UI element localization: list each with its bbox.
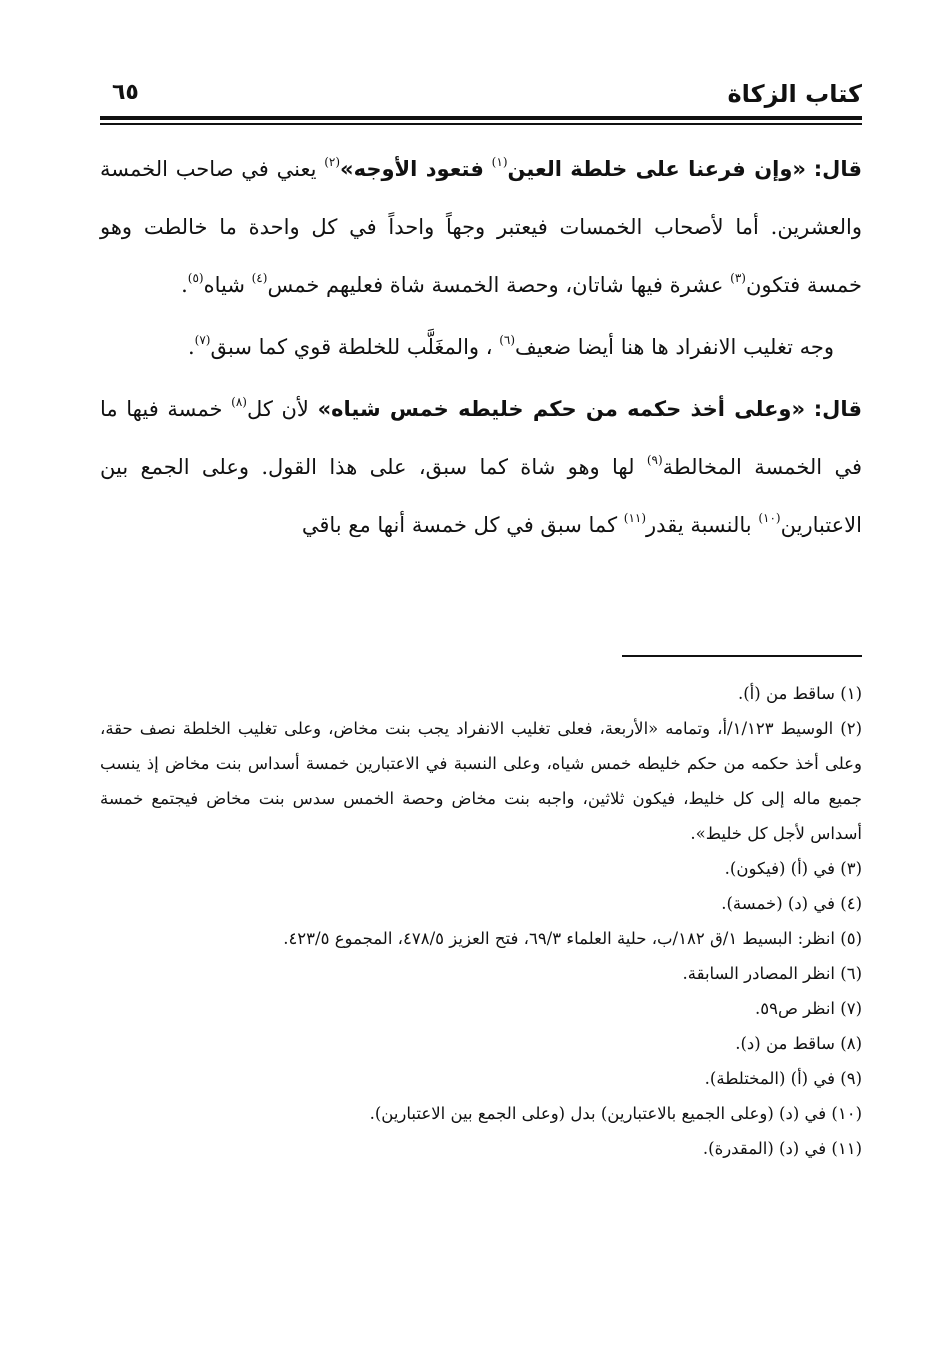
header-rule-thick bbox=[100, 116, 862, 120]
qala-label: قال: bbox=[813, 157, 862, 181]
footnote-item: (٣) في (أ) (فيكون). bbox=[724, 859, 862, 878]
footnote-ref: (٧) bbox=[194, 333, 211, 347]
quoted-text: فتعود الأوجه» bbox=[340, 157, 484, 181]
footnote-item: (٥) انظر: البسيط ١/ق ١٨٢/ب، حلية العلماء ٦٩/٣، فتح العزيز ٤٧٨/٥، المجموع ٤٢٣/٥. bbox=[283, 929, 862, 948]
footnote-ref: (٩) bbox=[646, 453, 663, 467]
qala-label: قال: bbox=[813, 397, 862, 421]
quoted-text: «وإن فرعنا على خلطة العين bbox=[507, 157, 806, 181]
paragraph-2 bbox=[100, 318, 862, 376]
body-text: لأن كل bbox=[246, 397, 309, 421]
body-text: وجه تغليب الانفراد ها هنا أيضا ضعيف bbox=[515, 335, 834, 359]
footnote-item: (٧) انظر ص٥٩. bbox=[755, 999, 862, 1018]
footnote-ref: (٣) bbox=[730, 271, 746, 285]
body-text: . bbox=[181, 273, 188, 297]
footnote-ref: (١) bbox=[491, 155, 508, 169]
footnotes bbox=[100, 676, 862, 1166]
paragraph-3 bbox=[100, 380, 862, 554]
main-text bbox=[100, 140, 862, 558]
footnote-ref: (٥) bbox=[187, 271, 204, 285]
chapter-title: كتاب الزكاة bbox=[727, 80, 862, 108]
footnote-item: (٦) انظر المصادر السابقة. bbox=[682, 964, 862, 983]
footnote-item: (٨) ساقط من (د). bbox=[735, 1034, 862, 1053]
running-header bbox=[100, 80, 862, 112]
footnote-item: (١١) في (د) (المقدرة). bbox=[702, 1139, 862, 1158]
footnote-ref: (٤) bbox=[251, 271, 268, 285]
quoted-text: «وعلى أخذ حكمه من حكم خليطه خمس شياه» bbox=[317, 397, 806, 421]
body-text: . bbox=[187, 335, 195, 359]
footnote-ref: (١٠) bbox=[758, 511, 781, 525]
page-number: ٦٥ bbox=[112, 80, 139, 105]
body-text: ، والمغَلَّب للخلطة قوي كما سبق bbox=[210, 335, 493, 359]
footnote-item: (٢) الوسيط ١/١٢٣/أ، وتمامه «الأربعة، فعلى تغليب الانفراد يجب بنت مخاض، وعلى تغليب الخلطة نصف حقة، وعلى أخذ حكمه من حكم خليطه خمس شياه، وعلى النسبة في الاعتبارين خمسة أسداس بنت مخاض إذ ينسب جميع ماله إلى كل خليط، فيكون ثلاثين، واجبه بنت مخاض وحصة الخمس سدس بنت مخاض فيجتمع خمسة أسداس لأجل كل خليط». bbox=[100, 719, 863, 843]
footnote-separator bbox=[622, 655, 862, 657]
paragraph-1 bbox=[100, 140, 862, 314]
body-text: كما سبق في كل خمسة أنها مع باقي bbox=[301, 513, 618, 537]
body-text: عشرة فيها شاتان، وحصة الخمسة شاة فعليهم خمس bbox=[267, 273, 724, 297]
footnote-item: (١) ساقط من (أ). bbox=[738, 684, 862, 703]
footnote-item: (٩) في (أ) (المختلطة). bbox=[704, 1069, 862, 1088]
body-text: شياه bbox=[203, 273, 245, 297]
footnote-ref: (٨) bbox=[231, 395, 247, 409]
footnote-ref: (٦) bbox=[499, 333, 516, 347]
body-text: يعني في صاحب الخمسة والعشرين. أما لأصحاب الخمسات فيعتبر وجهاً واحداً في كل واحدة ما خالطت وهو خمسة فتكون bbox=[100, 157, 862, 297]
body-text: خمسة فيها ما في الخمسة المخالطة bbox=[100, 397, 862, 479]
footnote-item: (٤) في (د) (خمسة). bbox=[721, 894, 862, 913]
footnote-item: (١٠) في (د) (وعلى الجميع بالاعتبارين) بدل (وعلى الجمع بين الاعتبارين). bbox=[369, 1104, 862, 1123]
footnote-ref: (٢) bbox=[324, 155, 341, 169]
body-text: بالنسبة يقدر bbox=[646, 513, 752, 537]
header-rule-thin bbox=[100, 123, 862, 125]
footnote-ref: (١١) bbox=[623, 511, 647, 525]
body-text: لها وهو شاة كما سبق، على هذا القول. وعلى الجمع بين الاعتبارين bbox=[100, 455, 862, 537]
